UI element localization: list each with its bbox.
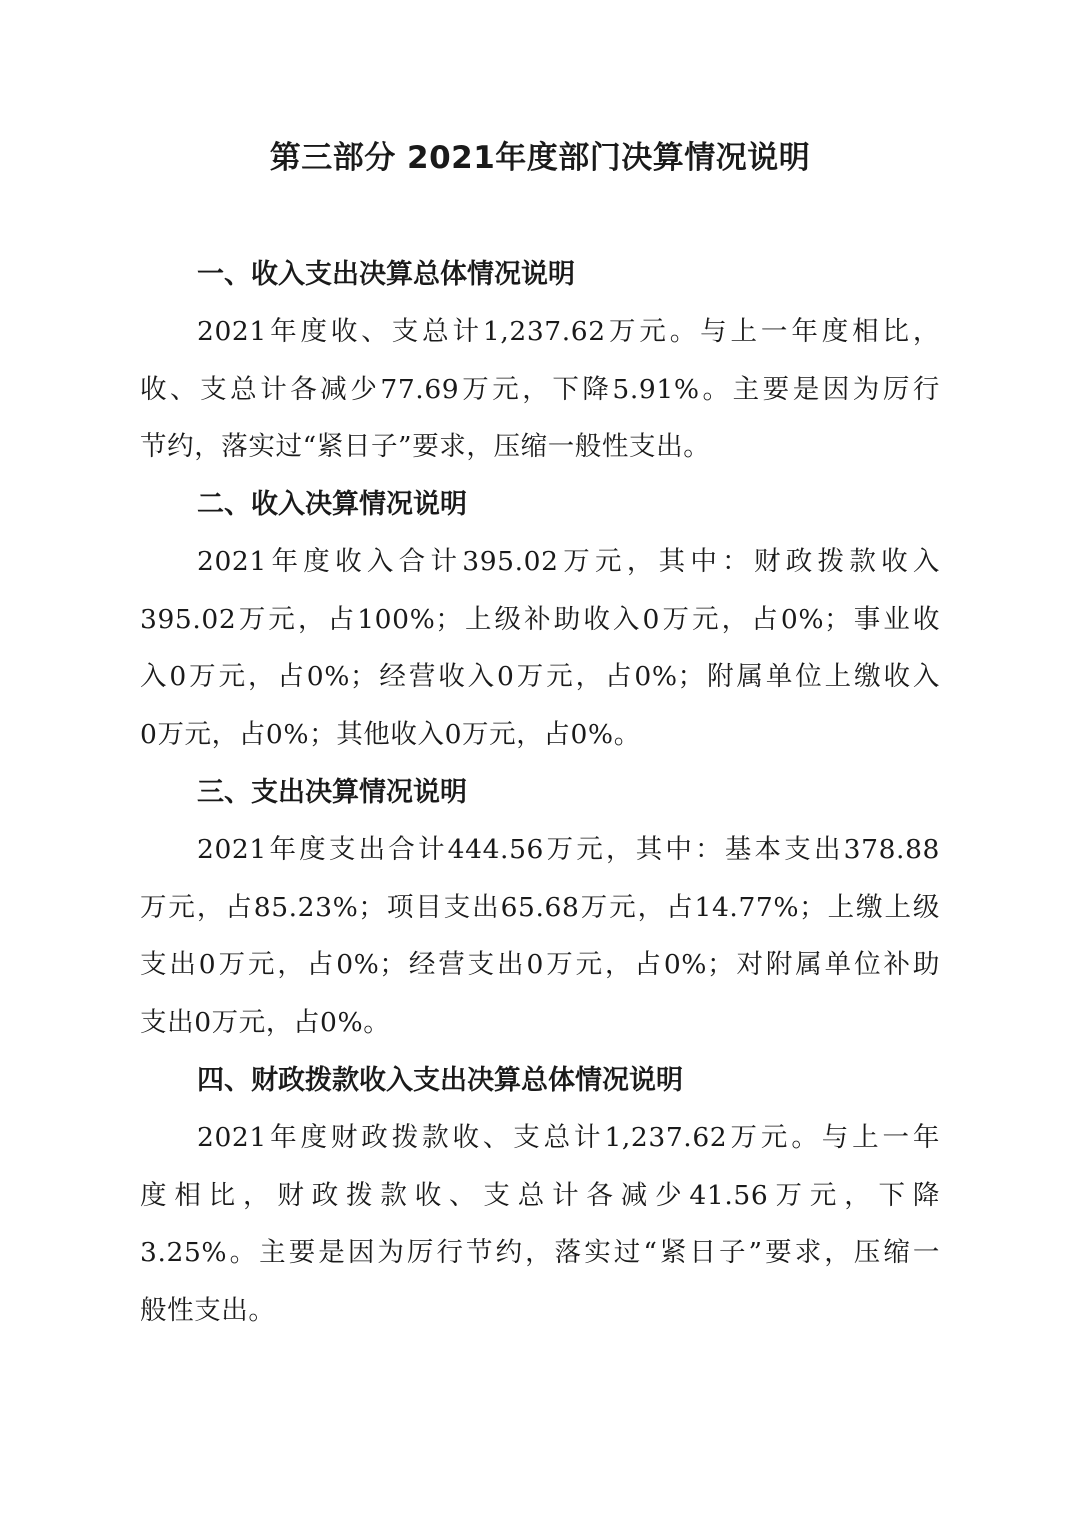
section-heading: 四、财政拨款收入支出决算总体情况说明: [197, 1065, 683, 1096]
paragraph-line: 支出0万元，占0%；经营支出0万元，占0%；对附属单位补助: [140, 949, 940, 980]
paragraph-line: 支出0万元，占0%。: [140, 1006, 391, 1038]
paragraph-line: 0万元，占0%；其他收入0万元，占0%。: [140, 718, 641, 750]
paragraph-line: 度相比，财政拨款收、支总计各减少41.56万元，下降: [140, 1179, 940, 1211]
paragraph-line: 万元，占85.23%；项目支出65.68万元，占14.77%；上缴上级: [140, 891, 940, 923]
section-fiscal-appropriation-overview: [140, 1052, 940, 1339]
section-income: [140, 476, 940, 763]
paragraph-line: 2021年度收、支总计1,237.62万元。与上一年度相比，: [197, 316, 940, 347]
page-title: 第三部分 2021年度部门决算情况说明: [269, 140, 811, 176]
paragraph-line: 节约，落实过“紧日子”要求，压缩一般性支出。: [140, 431, 711, 462]
paragraph-line: 入0万元，占0%；经营收入0万元，占0%；附属单位上缴收入: [140, 661, 940, 692]
paragraph-line: 2021年度支出合计444.56万元，其中：基本支出378.88: [197, 834, 940, 865]
section-income-expense-overview: [140, 246, 940, 476]
section-heading: 三、支出决算情况说明: [197, 777, 467, 808]
paragraph-line: 2021年度财政拨款收、支总计1,237.62万元。与上一年: [197, 1122, 940, 1153]
paragraph-line: 395.02万元，占100%；上级补助收入0万元，占0%；事业收: [140, 603, 940, 635]
section-heading: 二、收入决算情况说明: [197, 489, 467, 520]
section-paragraph: [140, 303, 940, 476]
section-paragraph: [140, 821, 940, 1051]
paragraph-line: 2021年度收入合计395.02万元，其中：财政拨款收入: [197, 546, 940, 577]
section-expense: [140, 764, 940, 1051]
section-heading: 一、收入支出决算总体情况说明: [197, 259, 575, 290]
section-paragraph: [140, 1109, 940, 1339]
section-paragraph: [140, 533, 940, 763]
paragraph-line: 般性支出。: [140, 1294, 276, 1326]
paragraph-line: 3.25%。主要是因为厉行节约，落实过“紧日子”要求，压缩一: [140, 1237, 940, 1268]
paragraph-line: 收、支总计各减少77.69万元，下降5.91%。主要是因为厉行: [140, 373, 940, 405]
